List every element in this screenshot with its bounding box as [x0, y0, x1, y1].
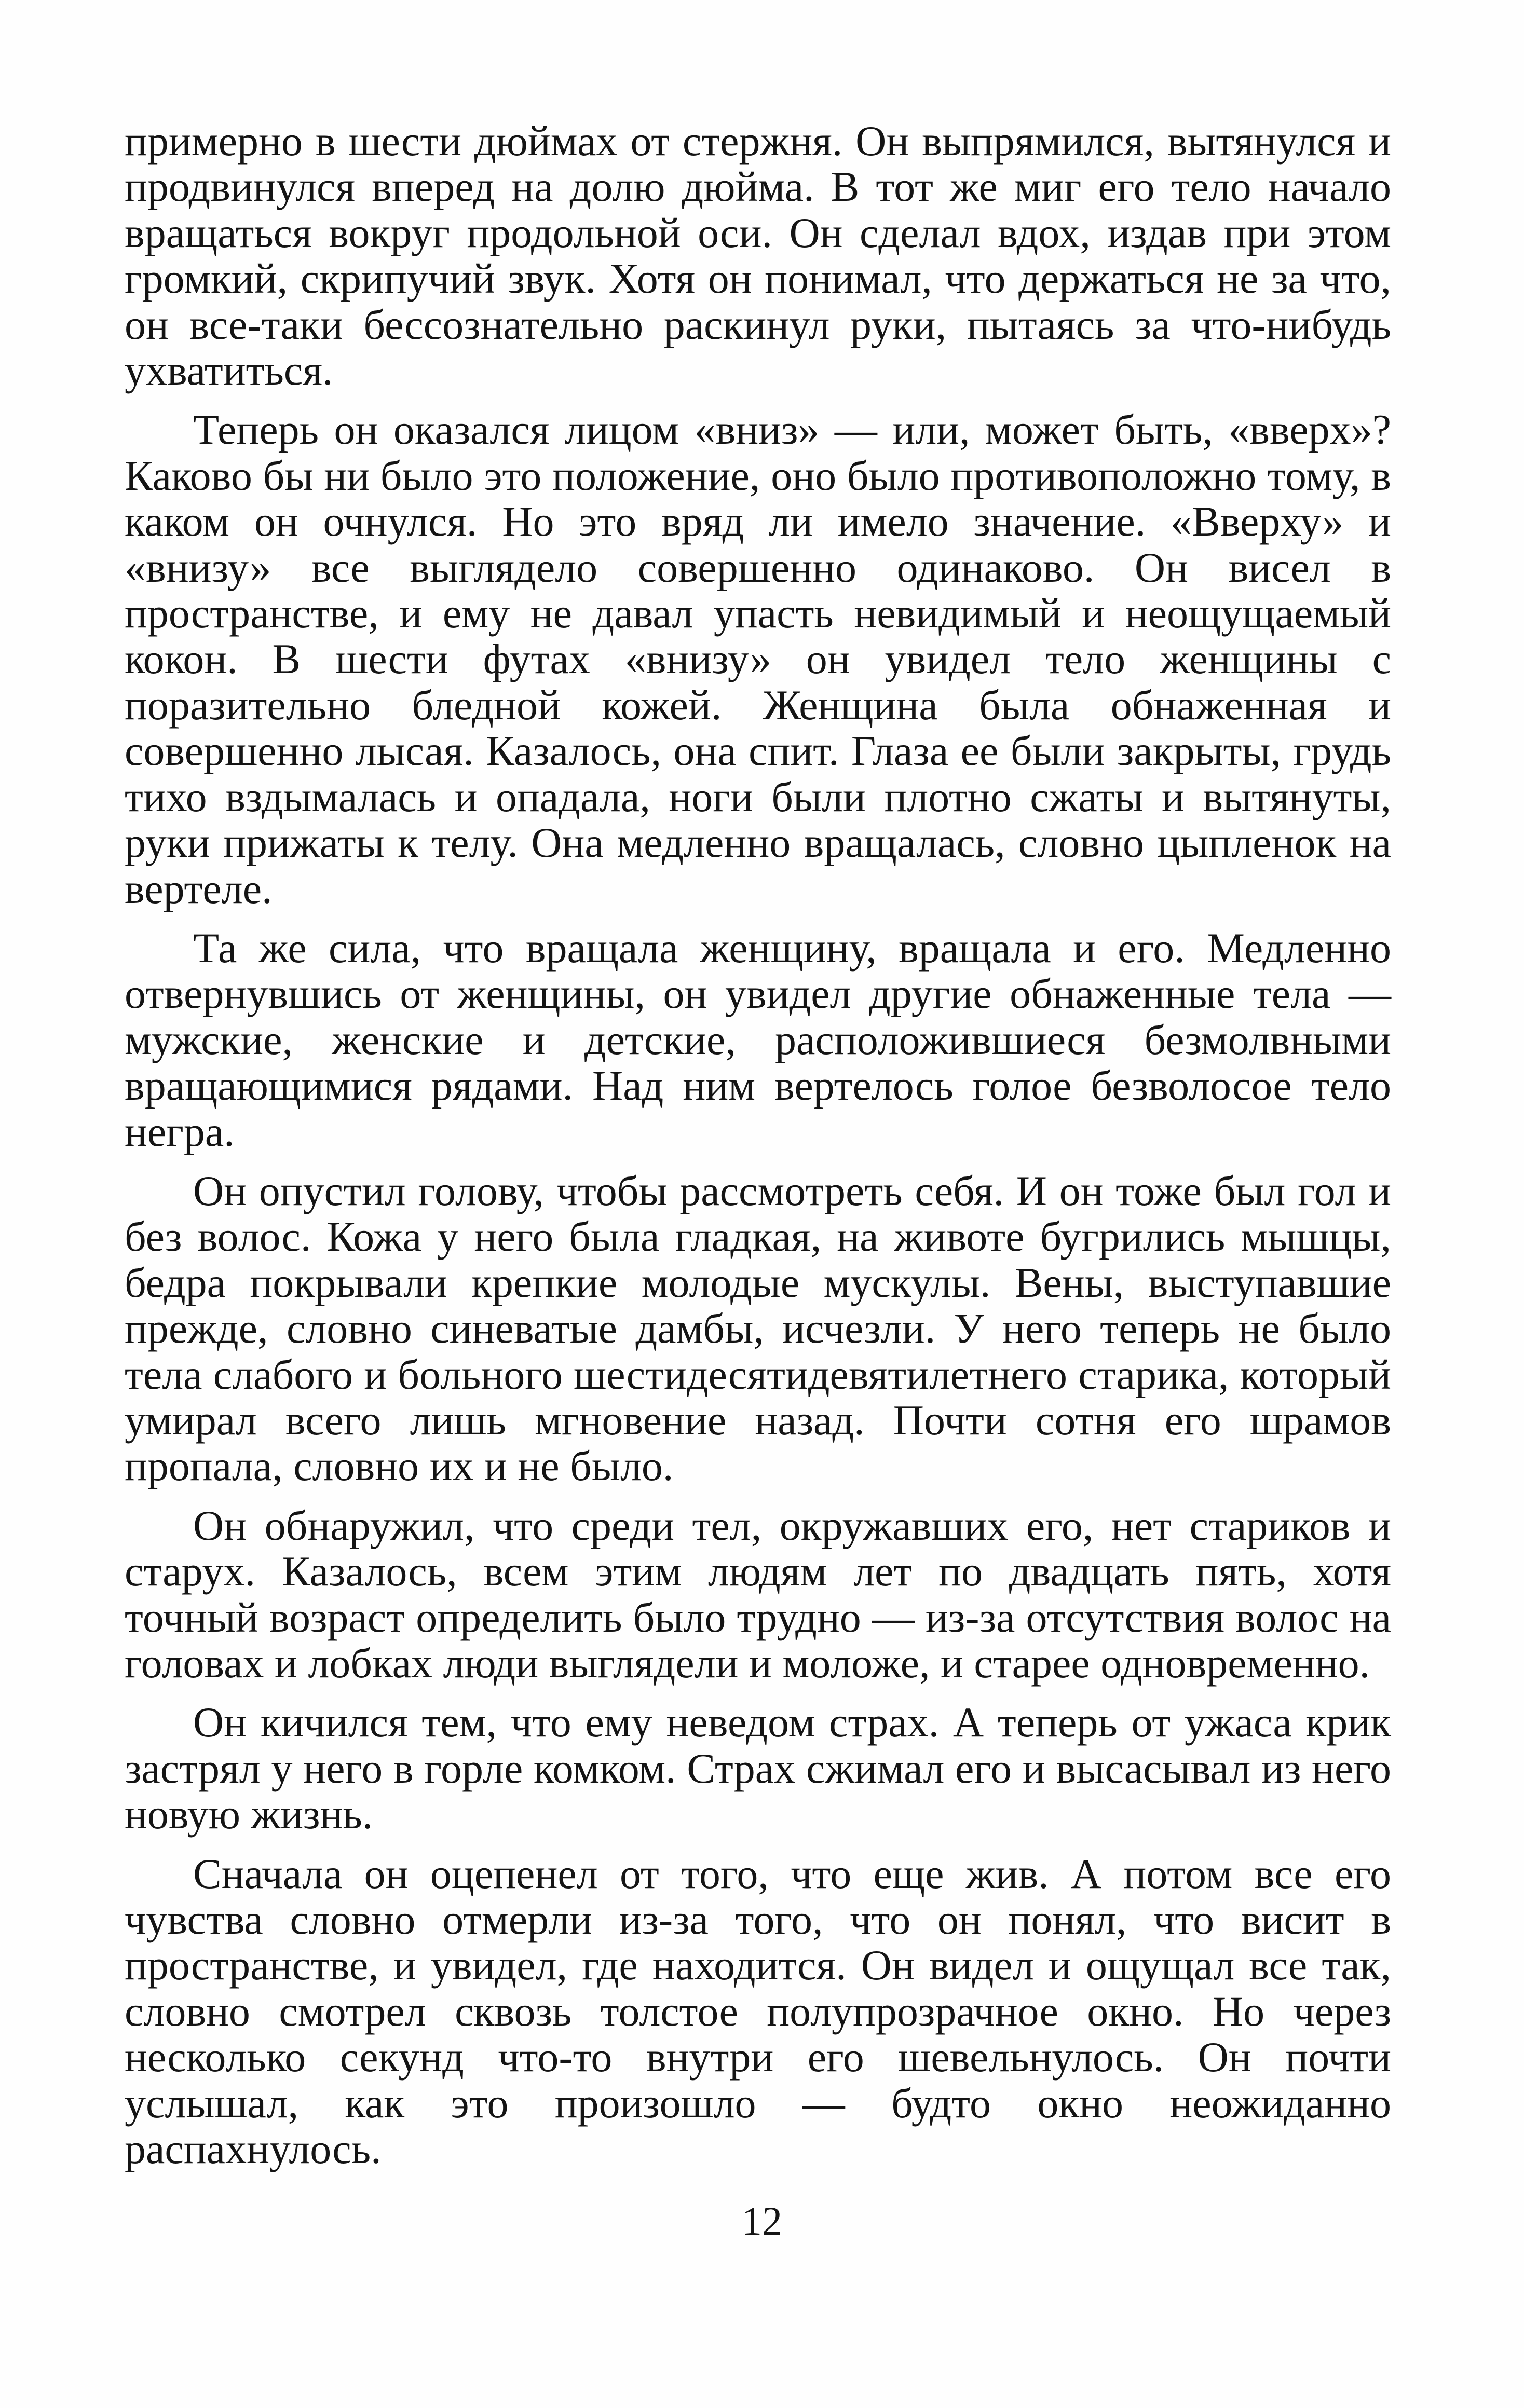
paragraph-3: Та же сила, что вращала женщину, вращала и его. Медленно отвернувшись от женщины, он увидел другие обнаженные тела — мужские, женские и детские, расположившиеся безмолвными вращающимися рядами. Над ним вертелось голое безволосое тело негра. [125, 924, 1391, 1155]
paragraph-7: Сначала он оцепенел от того, что еще жив. А потом все его чувства словно отмерли из-за того, что он понял, что висит в пространстве, и увидел, где находится. Он видел и ощущал все так, словно смотрел сквозь толстое полупрозрачное окно. Но через несколько секунд что-то внутри его шевельнулось. Он почти услышал, как это произошло — будто окно неожиданно распахнулось. [125, 1850, 1391, 2173]
page-number: 12 [742, 2198, 782, 2243]
paragraph-2: Теперь он оказался лицом «вниз» — или, может быть, «вверх»? Каково бы ни было это положение, оно было противоположно тому, в каком он очнулся. Но это вряд ли имело значение. «Вверху» и «внизу» все выглядело совершенно одинаково. Он висел в пространстве, и ему не давал упасть невидимый и неощущаемый кокон. В шести футах «внизу» он увидел тело женщины с поразительно бледной кожей. Женщина была обнаженная и совершенно лысая. Казалось, она спит. Глаза ее были закрыты, грудь тихо вздымалась и опадала, ноги были плотно сжаты и вытянуты, руки прижаты к телу. Она медленно вращалась, словно цыпленок на вертеле. [125, 406, 1391, 912]
paragraph-1: примерно в шести дюймах от стержня. Он выпрямился, вытянулся и продвинулся вперед на долю дюйма. В тот же миг его тело начало вращаться вокруг продольной оси. Он сделал вдох, издав при этом громкий, скрипучий звук. Хотя он понимал, что держаться не за что, он все-таки бессознательно раскинул руки, пытаясь за что-нибудь ухватиться. [125, 117, 1391, 394]
paragraph-4: Он опустил голову, чтобы рассмотреть себя. И он тоже был гол и без волос. Кожа у него была гладкая, на животе бугрились мышцы, бедра покрывали крепкие молодые мускулы. Вены, выступавшие прежде, словно синеватые дамбы, исчезли. У него теперь не было тела слабого и больного шестидесятидевятилетнего старика, который умирал всего лишь мгновение назад. Почти сотня его шрамов пропала, словно их и не было. [125, 1167, 1391, 1490]
body-text [125, 118, 1391, 2185]
paragraph-5: Он обнаружил, что среди тел, окружавших его, нет стариков и старух. Казалось, всем этим людям лет по двадцать пять, хотя точный возраст определить было трудно — из-за отсутствия волос на головах и лобках люди выглядели и моложе, и старее одновременно. [125, 1501, 1391, 1687]
paragraph-6: Он кичился тем, что ему неведом страх. А теперь от ужаса крик застрял у него в горле комком. Страх сжимал его и высасывал из него новую жизнь. [125, 1699, 1391, 1838]
